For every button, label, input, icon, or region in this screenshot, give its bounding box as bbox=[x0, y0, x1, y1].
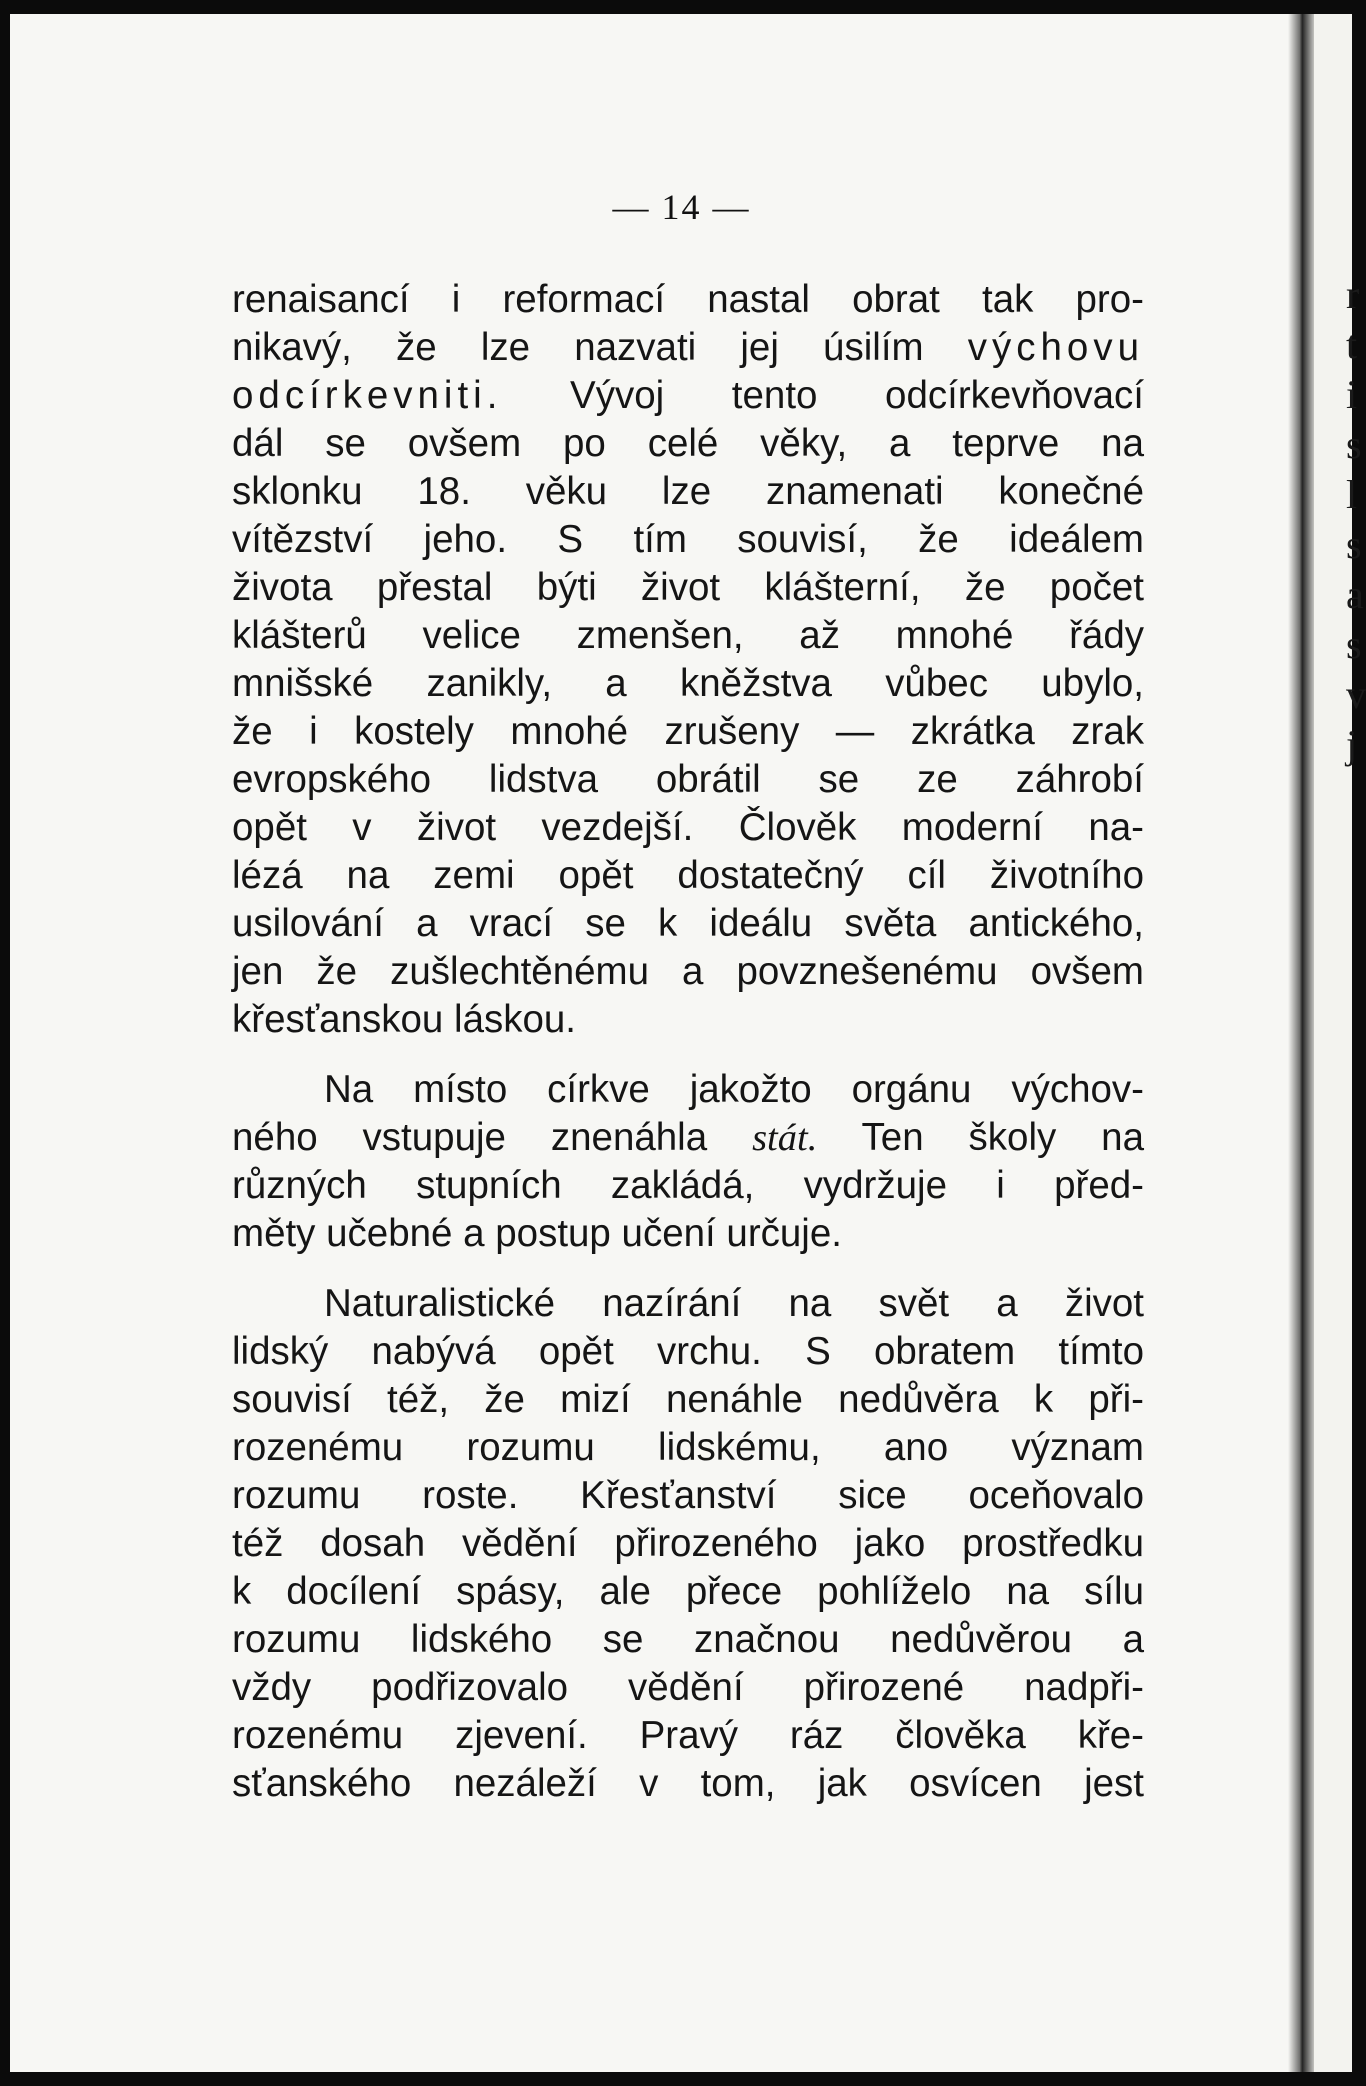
fragment-letter: j bbox=[1346, 722, 1358, 767]
next-page-letter-fragments bbox=[1346, 270, 1366, 770]
paragraph-3 bbox=[232, 1280, 1144, 1808]
fragment-letter: s bbox=[1346, 422, 1362, 467]
text-line: sklonku 18. věku lze znamenati konečné bbox=[232, 470, 1144, 513]
text-line bbox=[232, 372, 1144, 420]
text-line: měty učebné a postup učení určuje. bbox=[232, 1212, 842, 1255]
text-line: Naturalistické nazírání na svět a život bbox=[324, 1282, 1144, 1325]
text-run: Vývoj tento odcírkevňovací bbox=[502, 374, 1144, 417]
text-line: lézá na zemi opět dostatečný cíl životního bbox=[232, 854, 1144, 897]
text-line: rozenému zjevení. Pravý ráz člověka kře- bbox=[232, 1714, 1144, 1757]
text-line: klášterů velice zmenšen, až mnohé řády bbox=[232, 614, 1144, 657]
italic-word: stát. bbox=[752, 1117, 818, 1159]
text-line: lidský nabývá opět vrchu. S obratem tímto bbox=[232, 1330, 1144, 1373]
text-line: souvisí též, že mizí nenáhle nedůvěra k při- bbox=[232, 1378, 1144, 1421]
fragment-letter: s bbox=[1346, 622, 1362, 667]
fragment-letter: a bbox=[1346, 572, 1364, 617]
text-line: usilování a vrací se k ideálu světa antického, bbox=[232, 902, 1144, 945]
text-line: života přestal býti život klášterní, že počet bbox=[232, 566, 1144, 609]
fragment-letter: s bbox=[1346, 522, 1362, 567]
fragment-letter: r bbox=[1346, 272, 1360, 317]
fragment-letter: t bbox=[1346, 322, 1358, 367]
binding-gutter bbox=[1288, 14, 1314, 2072]
text-line: k docílení spásy, ale přece pohlíželo na sílu bbox=[232, 1570, 1144, 1613]
text-line: že i kostely mnohé zrušeny — zkrátka zrak bbox=[232, 710, 1144, 753]
text-run: nikavý, že lze nazvati jej úsilím bbox=[232, 326, 968, 369]
text-line: rozumu roste. Křesťanství sice oceňovalo bbox=[232, 1474, 1144, 1517]
text-line: mnišské zanikly, a kněžstva vůbec ubylo, bbox=[232, 662, 1144, 705]
emphasized-word: odcírkevniti. bbox=[232, 374, 503, 417]
body-text bbox=[232, 276, 1144, 1830]
text-line: též dosah vědění přirozeného jako prostředku bbox=[232, 1522, 1144, 1565]
text-line: evropského lidstva obrátil se ze záhrobí bbox=[232, 758, 1144, 801]
text-line: dál se ovšem po celé věky, a teprve na bbox=[232, 422, 1144, 465]
text-line: sťanského nezáleží v tom, jak osvícen jest bbox=[232, 1762, 1144, 1805]
paragraph-2 bbox=[232, 1066, 1144, 1258]
emphasized-word: výchovu bbox=[967, 326, 1144, 369]
text-line bbox=[232, 324, 1144, 372]
text-line: rozenému rozumu lidskému, ano význam bbox=[232, 1426, 1144, 1469]
text-line: rozumu lidského se značnou nedůvěrou a bbox=[232, 1618, 1144, 1661]
text-run: Ten školy na bbox=[817, 1116, 1144, 1159]
text-line bbox=[232, 1114, 1144, 1162]
fragment-letter: v bbox=[1346, 672, 1366, 717]
fragment-letter: l bbox=[1346, 472, 1358, 517]
page-number: — 14 — bbox=[612, 187, 751, 227]
text-line: jen že zušlechtěnému a povznešenému ovšem bbox=[232, 950, 1144, 993]
text-line: vítězství jeho. S tím souvisí, že ideálem bbox=[232, 518, 1144, 561]
text-line: různých stupních zakládá, vydržuje i před- bbox=[232, 1164, 1144, 1207]
text-run: ného vstupuje znenáhla bbox=[232, 1116, 753, 1159]
paragraph-1 bbox=[232, 276, 1144, 1044]
text-line: renaisancí i reformací nastal obrat tak pro- bbox=[232, 278, 1144, 321]
fragment-letter: i bbox=[1346, 372, 1358, 417]
text-line: Na místo církve jakožto orgánu výchov- bbox=[324, 1068, 1144, 1111]
text-line: opět v život vezdejší. Člověk moderní na- bbox=[232, 806, 1144, 849]
text-line: křesťanskou láskou. bbox=[232, 998, 576, 1041]
text-line: vždy podřizovalo vědění přirozené nadpři- bbox=[232, 1666, 1144, 1709]
